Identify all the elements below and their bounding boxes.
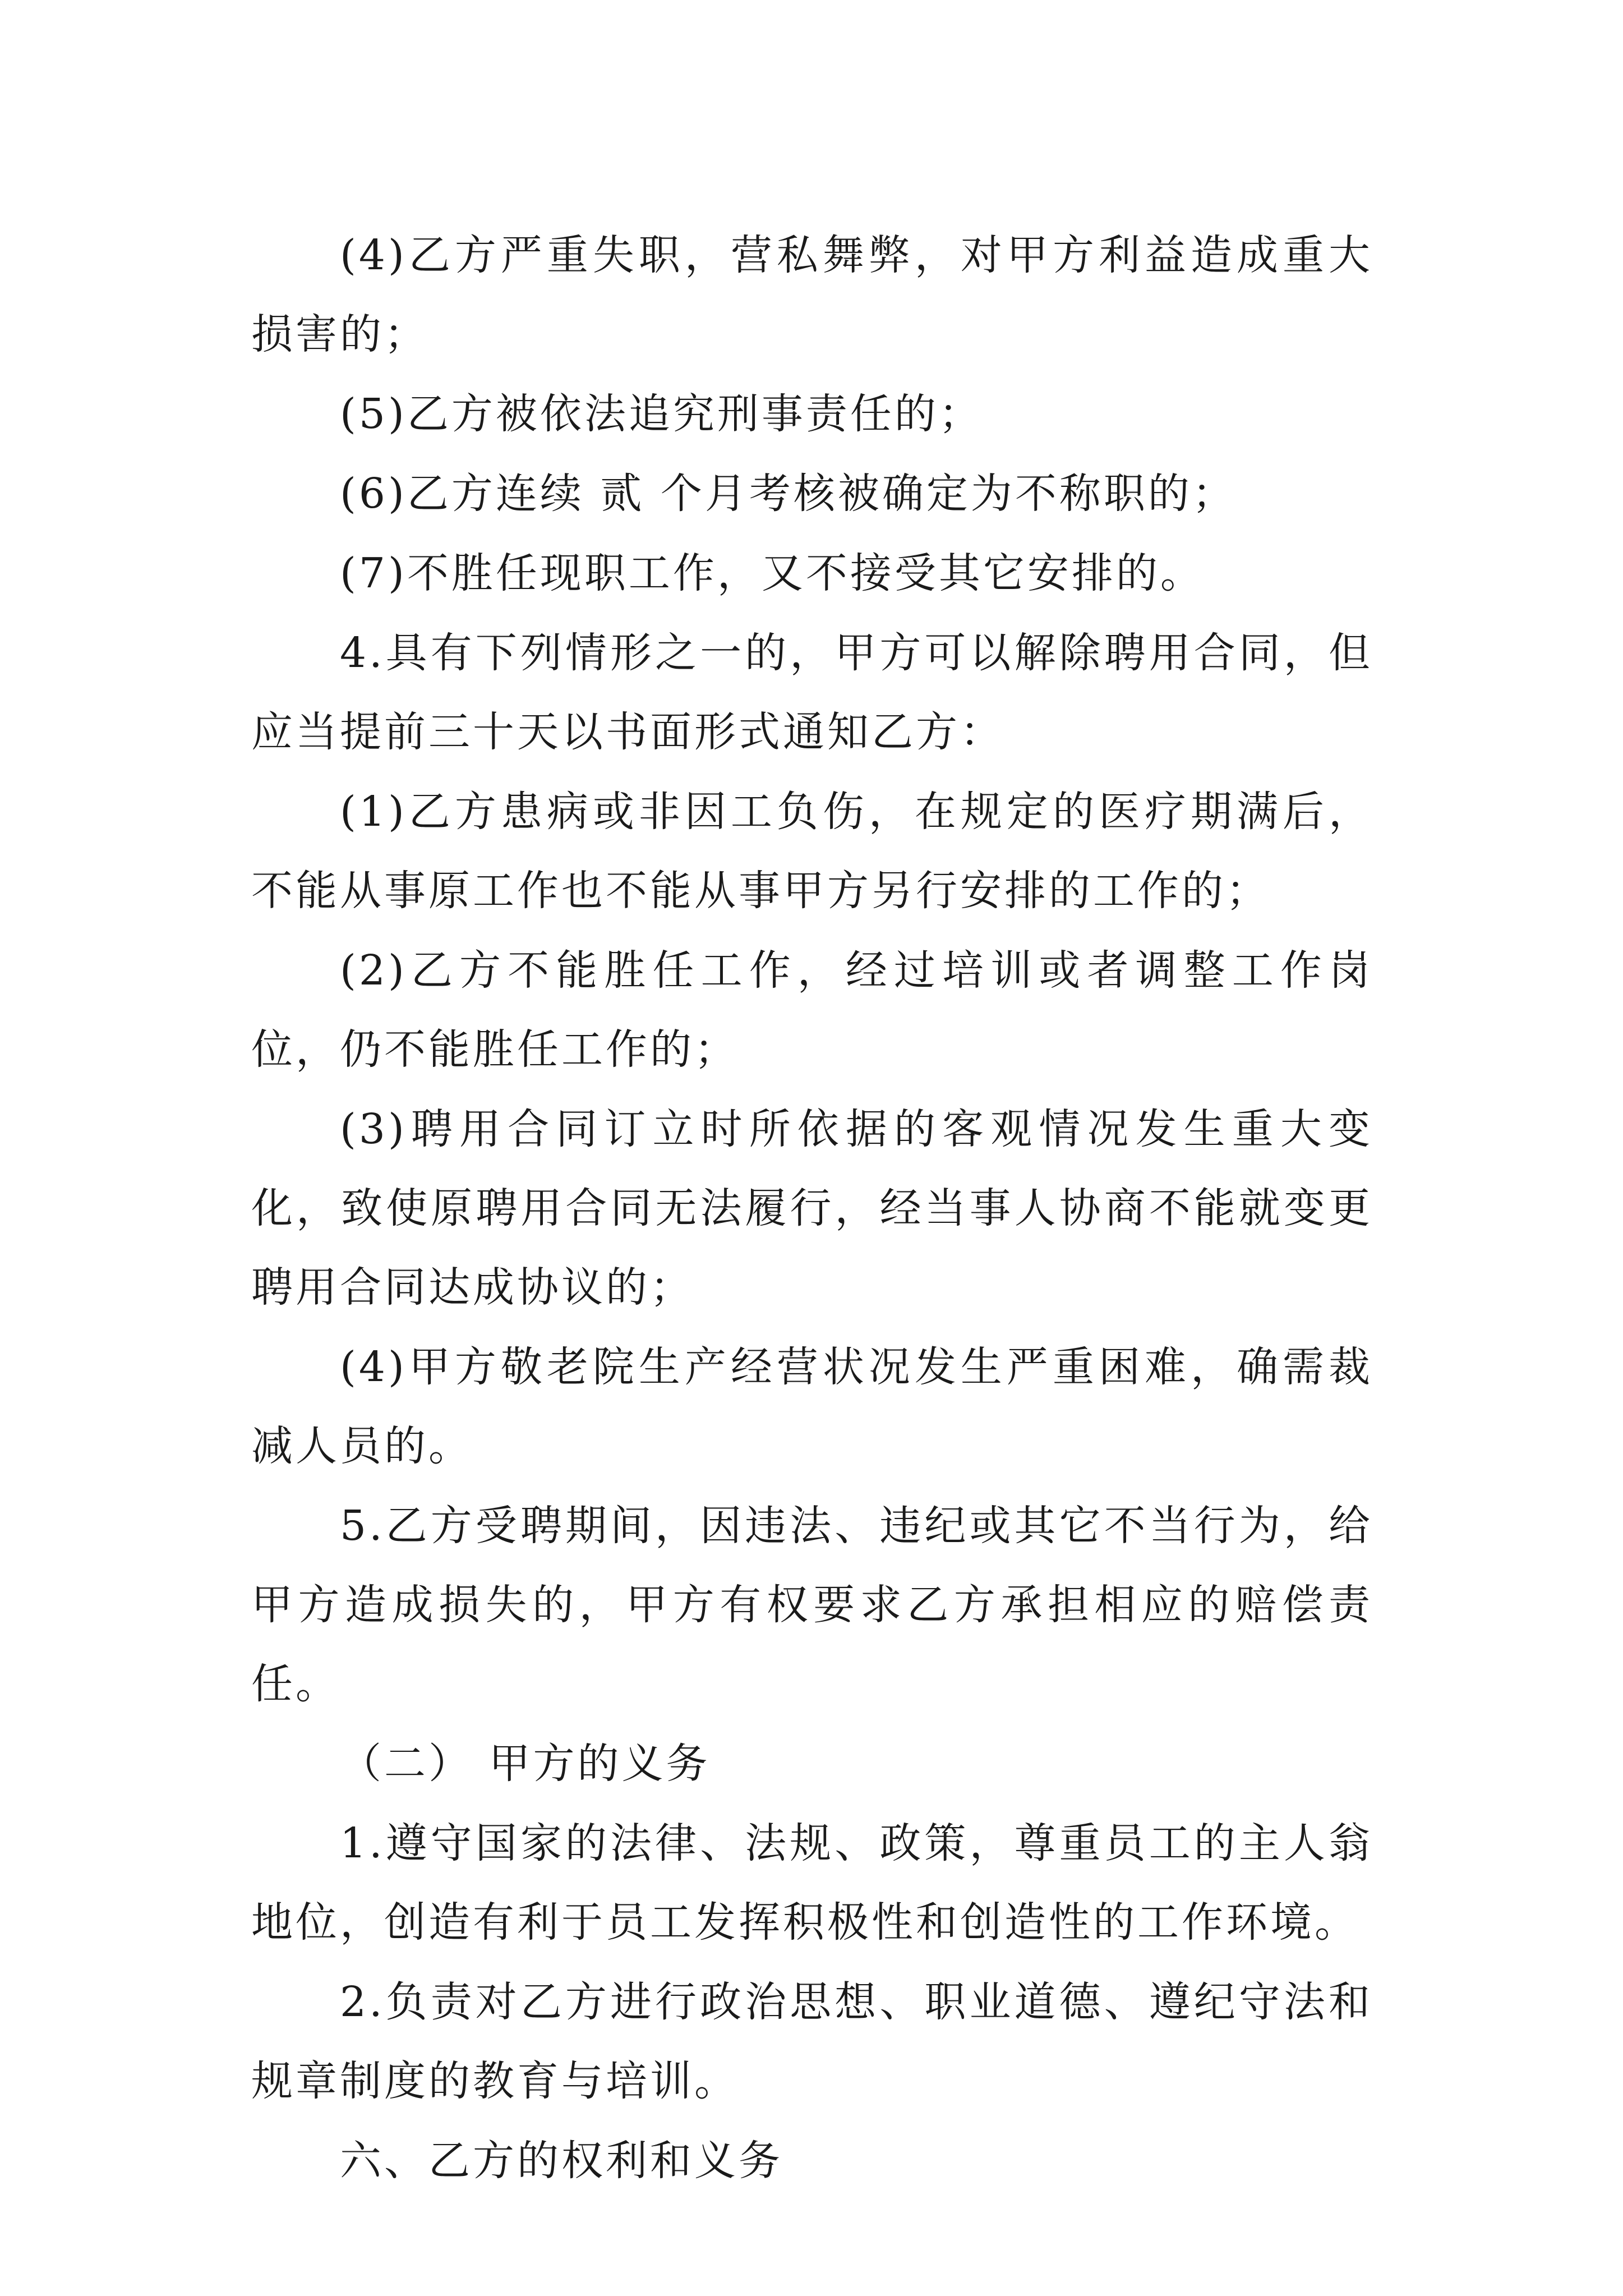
clause-s4-2: (2)乙方不能胜任工作，经过培训或者调整工作岗位，仍不能胜任工作的；: [251, 946, 1373, 1074]
clause-section-5: 5.乙方受聘期间，因违法、违纪或其它不当行为，给甲方造成损失的，甲方有权要求乙方承担相应的赔偿责任。: [251, 1502, 1373, 1708]
clause-4-5: (5)乙方被依法追究刑事责任的；: [340, 390, 983, 438]
clause-4-7: (7)不胜任现职工作，又不接受其它安排的。: [340, 549, 1205, 597]
duty-2: 2.负责对乙方进行政治思想、职业道德、遵纪守法和规章制度的教育与培训。: [251, 1978, 1373, 2105]
clause-s4-4: (4)甲方敬老院生产经营状况发生严重困难，确需裁减人员的。: [251, 1343, 1373, 1470]
heading-section-six: 六、乙方的权利和义务: [340, 2137, 783, 2185]
document-page: [251, 216, 1373, 2201]
clause-s4-1: (1)乙方患病或非因工负伤，在规定的医疗期满后，不能从事原工作也不能从事甲方另行安排的工作的；: [251, 788, 1373, 915]
clause-section-4: 4.具有下列情形之一的，甲方可以解除聘用合同，但应当提前三十天以书面形式通知乙方：: [251, 629, 1373, 756]
heading-party-a-duties: （二） 甲方的义务: [340, 1740, 711, 1788]
clause-s4-3: (3)聘用合同订立时所依据的客观情况发生重大变化，致使原聘用合同无法履行，经当事人协商不能就变更聘用合同达成协议的；: [251, 1105, 1373, 1312]
clause-4-6: (6)乙方连续 贰 个月考核被确定为不称职的；: [340, 470, 1237, 518]
clause-4-4: (4)乙方严重失职，营私舞弊，对甲方利益造成重大损害的；: [251, 231, 1373, 358]
duty-1: 1.遵守国家的法律、法规、政策，尊重员工的主人翁地位，创造有利于员工发挥积极性和创造性的工作环境。: [251, 1819, 1373, 1947]
